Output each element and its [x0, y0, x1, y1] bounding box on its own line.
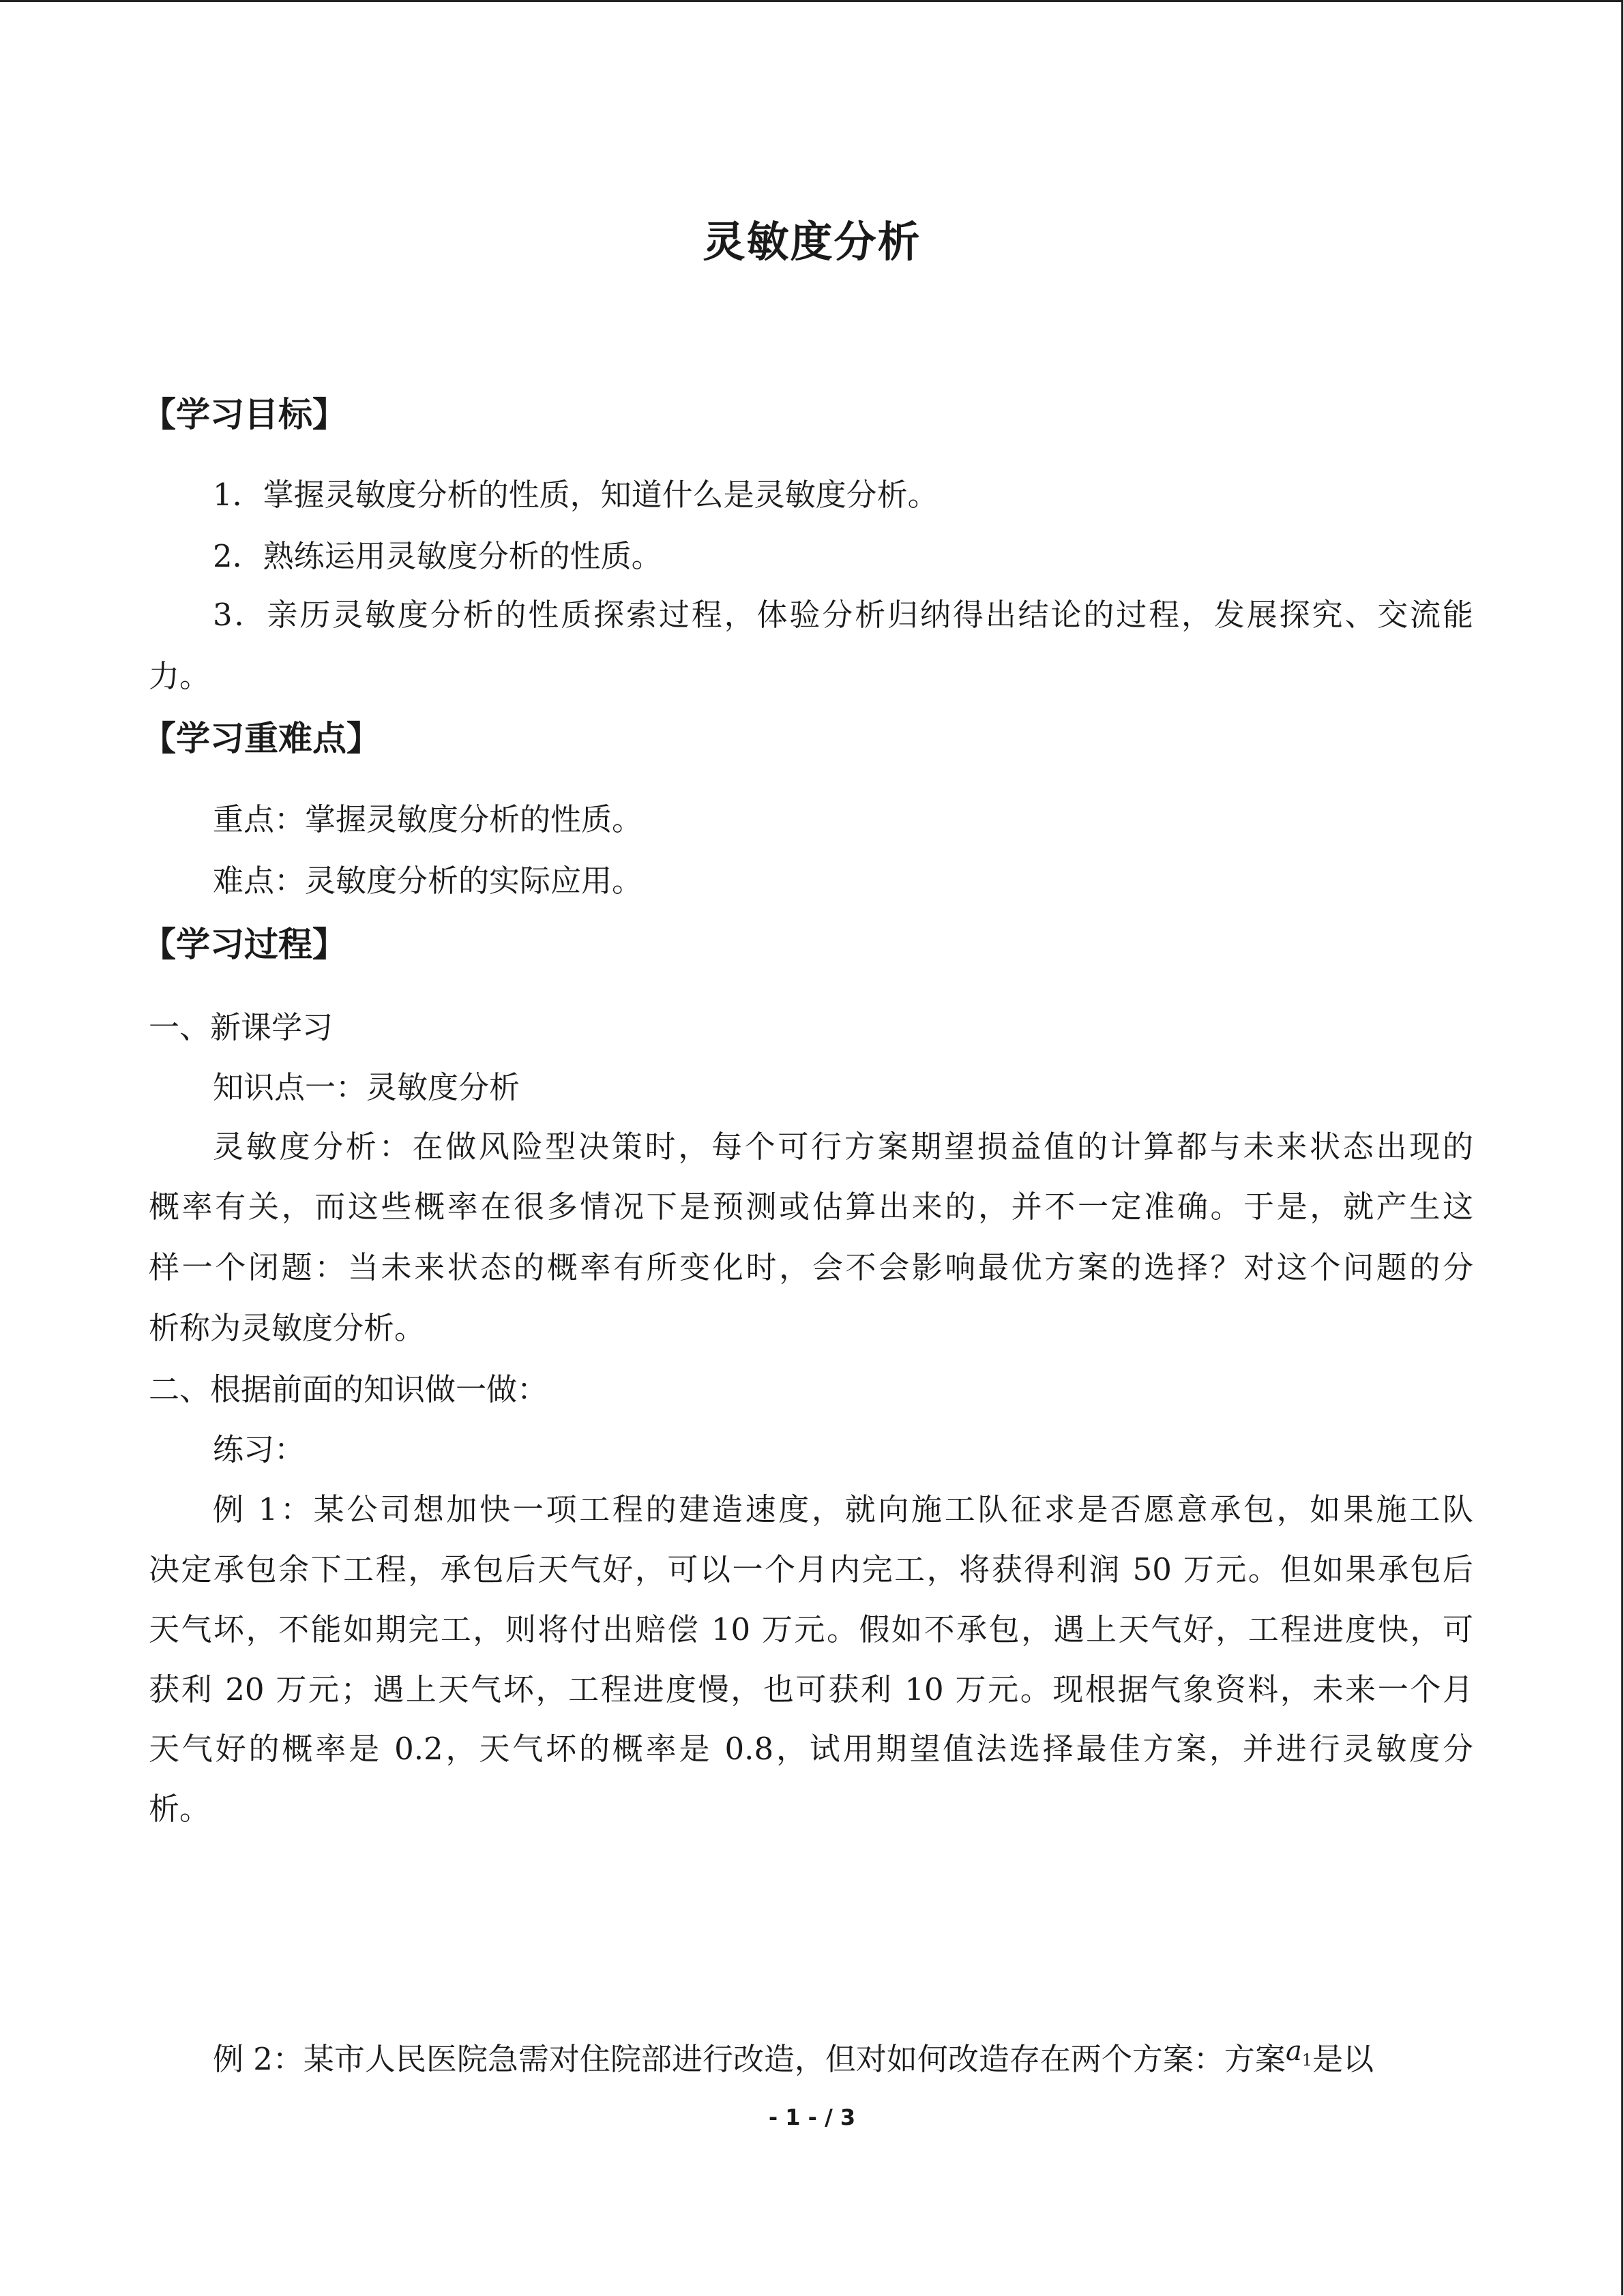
- goal-item-3: 3．亲历灵敏度分析的性质探索过程，体验分析归纳得出结论的过程，发展探究、交流能: [213, 597, 1473, 633]
- example1-line-3: 天气坏，不能如期完工，则将付出赔偿 10 万元。假如不承包，遇上天气好，工程进度快，可: [149, 1611, 1473, 1648]
- definition-line-3: 样一个闭题：当未来状态的概率有所变化时，会不会影响最优方案的选择？对这个问题的分: [149, 1249, 1473, 1285]
- example1-line-2: 决定承包余下工程，承包后天气好，可以一个月内完工，将获得利润 50 万元。但如果承包后: [149, 1551, 1473, 1587]
- part2-title: 二、根据前面的知识做一做：: [149, 1371, 548, 1407]
- example2-line-1: [213, 2036, 1374, 2085]
- example1-line-4: 获利 20 万元；遇上天气坏，工程进度慢，也可获利 10 万元。现根据气象资料，未来一个月: [149, 1671, 1473, 1708]
- goals-heading: 【学习目标】: [142, 395, 346, 434]
- key-point-focus: 重点：掌握灵敏度分析的性质。: [213, 801, 643, 837]
- goal-item-1: 1．掌握灵敏度分析的性质，知道什么是灵敏度分析。: [213, 477, 939, 513]
- example2-text-before: 例 2：某市人民医院急需对住院部进行改造，但对如何改造存在两个方案：方案: [213, 2041, 1286, 2077]
- key-points-heading: 【学习重难点】: [142, 719, 381, 758]
- example1-line-5: 天气好的概率是 0.2，天气坏的概率是 0.8，试用期望值法选择最佳方案，并进行灵敏度分: [149, 1731, 1473, 1767]
- key-point-difficulty: 难点：灵敏度分析的实际应用。: [213, 863, 643, 899]
- example1-line-6: 析。: [149, 1791, 211, 1827]
- math-variable-a: a: [1285, 2036, 1302, 2067]
- definition-line-2: 概率有关，而这些概率在很多情况下是预测或估算出来的，并不一定准确。于是，就产生这: [149, 1189, 1473, 1225]
- example2-text-after: 是以: [1312, 2041, 1374, 2077]
- part1-title: 一、新课学习: [149, 1009, 334, 1045]
- document-title: 灵敏度分析: [703, 217, 921, 267]
- practice-label: 练习：: [213, 1431, 306, 1467]
- goal-item-3-continued: 力。: [149, 658, 211, 694]
- knowledge-point-title: 知识点一：灵敏度分析: [213, 1069, 520, 1105]
- goal-item-2: 2．熟练运用灵敏度分析的性质。: [213, 538, 662, 574]
- page-number: - 1 - / 3: [768, 2104, 856, 2130]
- definition-line-1: 灵敏度分析：在做风险型决策时，每个可行方案期望损益值的计算都与未来状态出现的: [213, 1129, 1473, 1165]
- math-subscript: 1: [1301, 2051, 1313, 2070]
- process-heading: 【学习过程】: [142, 925, 346, 964]
- definition-line-4: 析称为灵敏度分析。: [149, 1310, 426, 1346]
- example1-line-1: 例 1：某公司想加快一项工程的建造速度，就向施工队征求是否愿意承包，如果施工队: [213, 1491, 1473, 1527]
